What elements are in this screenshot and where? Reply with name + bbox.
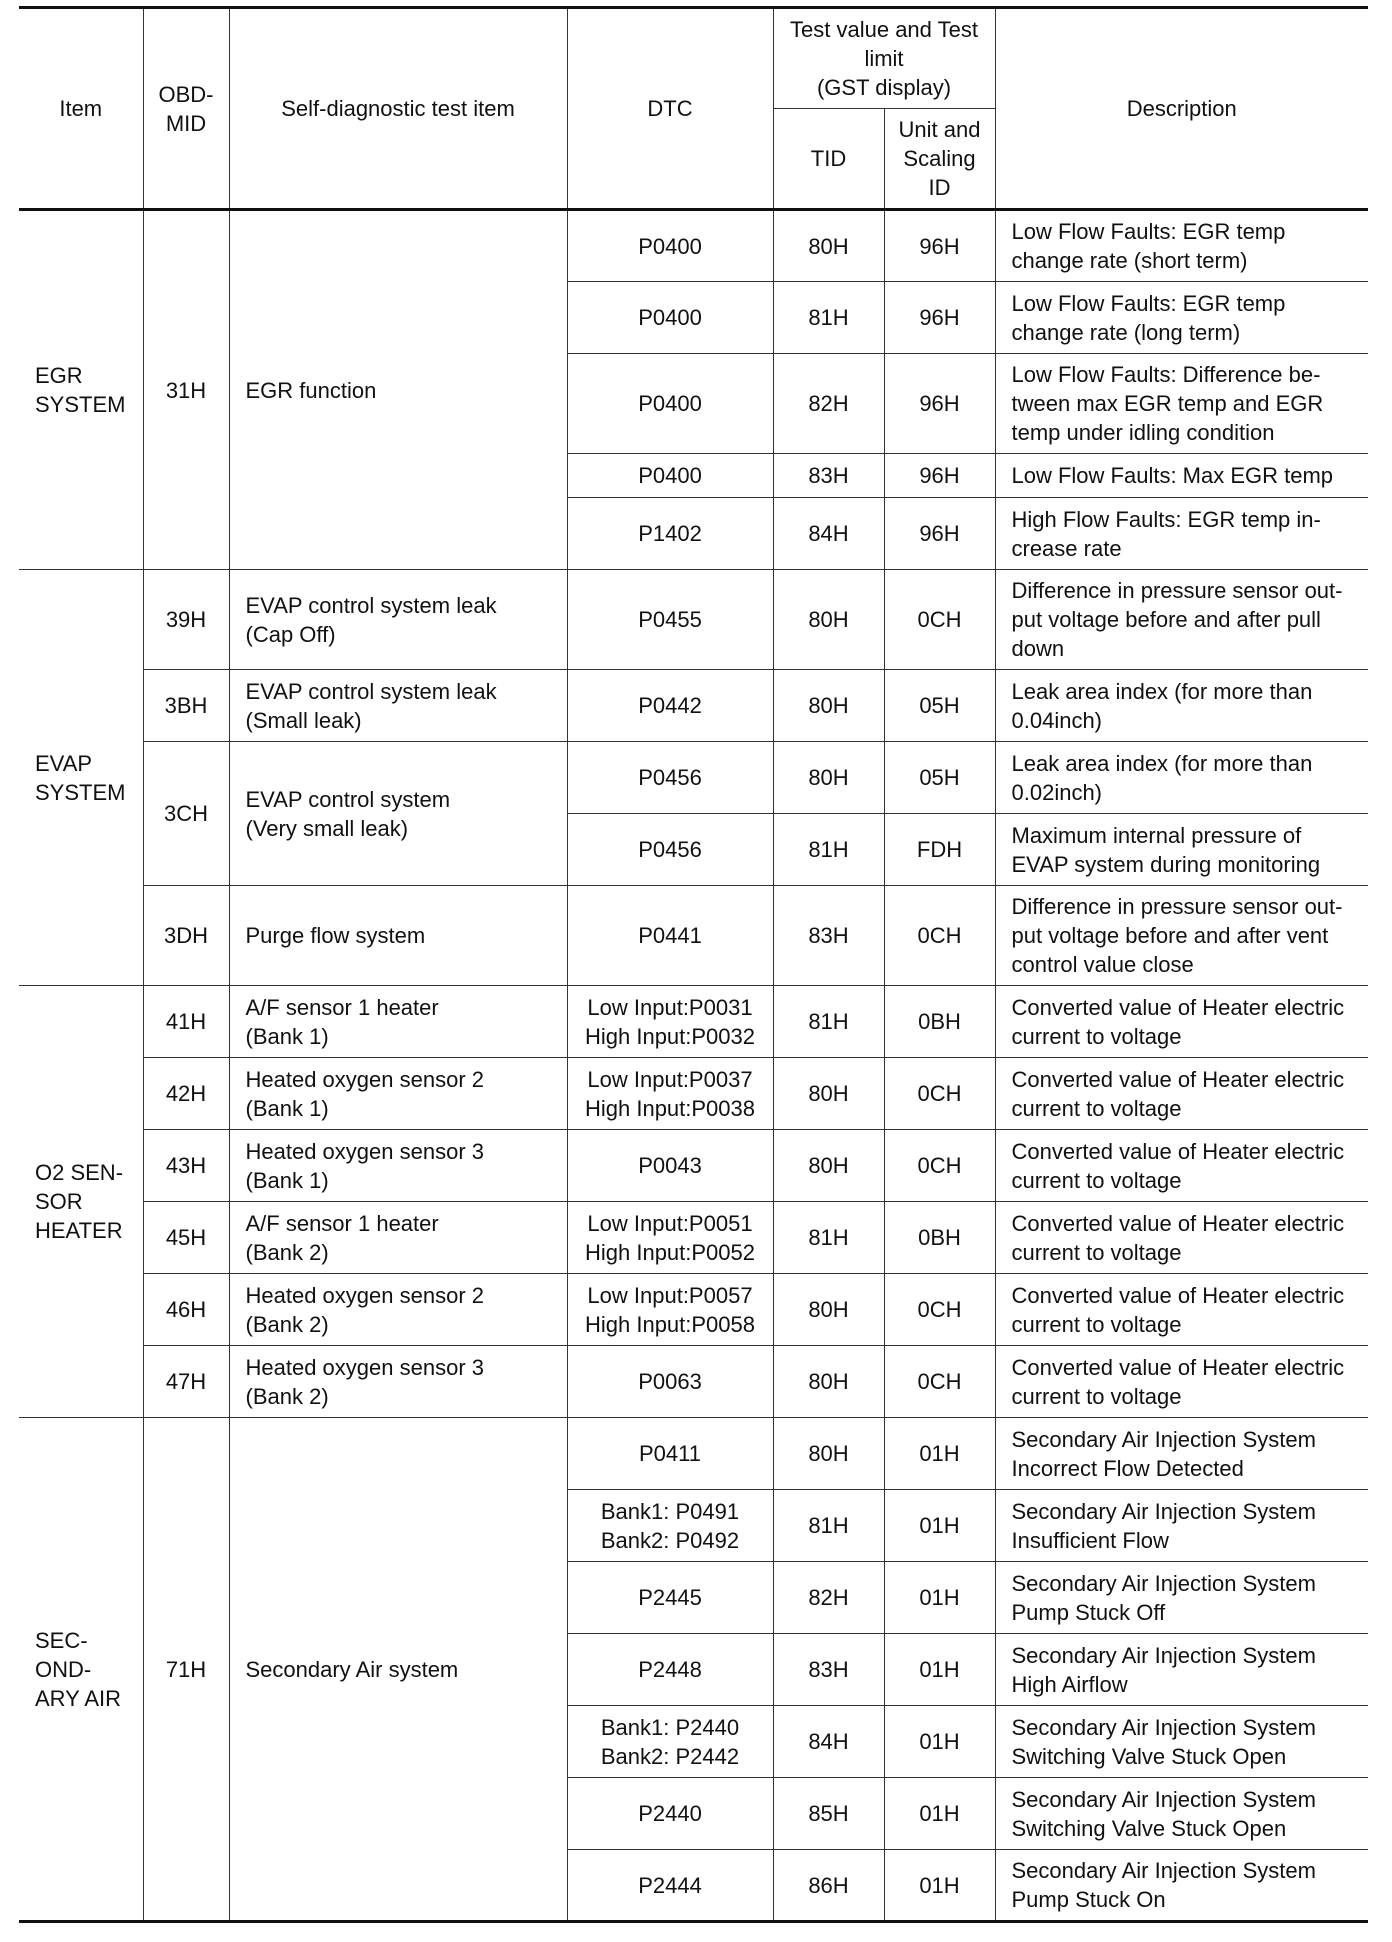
tid-cell: 81H <box>773 282 884 354</box>
tid-cell: 82H <box>773 354 884 454</box>
unit-scaling-cell: 05H <box>884 742 995 814</box>
dtc-cell: P0400 <box>567 354 773 454</box>
table-body <box>19 210 1368 1922</box>
dtc-cell: P0400 <box>567 210 773 282</box>
description-cell: Converted value of Heater electric current to voltage <box>995 1130 1368 1202</box>
dtc-cell: P0455 <box>567 570 773 670</box>
header-test-value: Test value and Test limit (GST display) <box>773 8 995 109</box>
test-item-cell: Heated oxygen sensor 2 (Bank 1) <box>229 1058 567 1130</box>
dtc-cell: P1402 <box>567 498 773 570</box>
description-cell: Converted value of Heater electric current to voltage <box>995 1274 1368 1346</box>
unit-scaling-cell: 0CH <box>884 1130 995 1202</box>
test-item-cell: EVAP control system (Very small leak) <box>229 742 567 886</box>
obd-mid-cell: 45H <box>143 1202 229 1274</box>
dtc-cell: P2448 <box>567 1634 773 1706</box>
table-row <box>19 1202 1368 1274</box>
description-cell: Leak area index (for more than 0.02inch) <box>995 742 1368 814</box>
description-cell: Secondary Air Injection System Incorrect Flow Detected <box>995 1418 1368 1490</box>
tid-cell: 81H <box>773 1202 884 1274</box>
dtc-cell: P2445 <box>567 1562 773 1634</box>
description-cell: Low Flow Faults: EGR temp change rate (short term) <box>995 210 1368 282</box>
dtc-cell: Low Input:P0057 High Input:P0058 <box>567 1274 773 1346</box>
header-description: Description <box>995 8 1368 210</box>
description-cell: Converted value of Heater electric current to voltage <box>995 1058 1368 1130</box>
dtc-cell: Low Input:P0037 High Input:P0038 <box>567 1058 773 1130</box>
dtc-cell: P0400 <box>567 454 773 498</box>
unit-scaling-cell: 0CH <box>884 1274 995 1346</box>
description-cell: High Flow Faults: EGR temp in- crease rate <box>995 498 1368 570</box>
tid-cell: 83H <box>773 454 884 498</box>
header-item: Item <box>19 8 143 210</box>
obd-mid-cell: 47H <box>143 1346 229 1418</box>
table-row <box>19 1058 1368 1130</box>
dtc-cell: P2440 <box>567 1778 773 1850</box>
header-unit-scaling: Unit and Scaling ID <box>884 109 995 210</box>
unit-scaling-cell: 96H <box>884 210 995 282</box>
tid-cell: 80H <box>773 1130 884 1202</box>
dtc-cell: P2444 <box>567 1850 773 1922</box>
description-cell: Converted value of Heater electric current to voltage <box>995 986 1368 1058</box>
item-cell: SEC- OND- ARY AIR <box>19 1418 143 1922</box>
table-row <box>19 742 1368 814</box>
test-item-cell: A/F sensor 1 heater (Bank 2) <box>229 1202 567 1274</box>
description-cell: Converted value of Heater electric current to voltage <box>995 1346 1368 1418</box>
header-row <box>19 8 1368 109</box>
table-row <box>19 570 1368 670</box>
tid-cell: 83H <box>773 886 884 986</box>
tid-cell: 80H <box>773 742 884 814</box>
description-cell: Difference in pressure sensor out- put voltage before and after pull down <box>995 570 1368 670</box>
description-cell: Secondary Air Injection System Switching Valve Stuck Open <box>995 1778 1368 1850</box>
header-dtc: DTC <box>567 8 773 210</box>
test-item-cell: Secondary Air system <box>229 1418 567 1922</box>
unit-scaling-cell: 0CH <box>884 1346 995 1418</box>
obd-mid-cell: 39H <box>143 570 229 670</box>
unit-scaling-cell: FDH <box>884 814 995 886</box>
description-cell: Difference in pressure sensor out- put voltage before and after vent control value close <box>995 886 1368 986</box>
description-cell: Secondary Air Injection System Insufficient Flow <box>995 1490 1368 1562</box>
obd-mid-cell: 3DH <box>143 886 229 986</box>
dtc-cell: P0400 <box>567 282 773 354</box>
dtc-cell: Low Input:P0031 High Input:P0032 <box>567 986 773 1058</box>
tid-cell: 80H <box>773 210 884 282</box>
obd-mid-cell: 3BH <box>143 670 229 742</box>
diagnostic-table <box>19 6 1368 1923</box>
test-item-cell: EVAP control system leak (Small leak) <box>229 670 567 742</box>
item-cell: EVAP SYSTEM <box>19 570 143 986</box>
dtc-cell: P0442 <box>567 670 773 742</box>
item-cell: O2 SEN- SOR HEATER <box>19 986 143 1418</box>
unit-scaling-cell: 01H <box>884 1634 995 1706</box>
unit-scaling-cell: 01H <box>884 1562 995 1634</box>
unit-scaling-cell: 96H <box>884 354 995 454</box>
table-row <box>19 210 1368 282</box>
tid-cell: 86H <box>773 1850 884 1922</box>
obd-mid-cell: 42H <box>143 1058 229 1130</box>
header-self-diagnostic: Self-diagnostic test item <box>229 8 567 210</box>
item-cell: EGR SYSTEM <box>19 210 143 570</box>
test-item-cell: Heated oxygen sensor 3 (Bank 1) <box>229 1130 567 1202</box>
tid-cell: 80H <box>773 1346 884 1418</box>
obd-mid-cell: 71H <box>143 1418 229 1922</box>
unit-scaling-cell: 01H <box>884 1706 995 1778</box>
unit-scaling-cell: 0BH <box>884 986 995 1058</box>
test-item-cell: Heated oxygen sensor 2 (Bank 2) <box>229 1274 567 1346</box>
dtc-cell: P0441 <box>567 886 773 986</box>
obd-mid-cell: 3CH <box>143 742 229 886</box>
unit-scaling-cell: 01H <box>884 1418 995 1490</box>
dtc-cell: P0043 <box>567 1130 773 1202</box>
header-obd-mid: OBD- MID <box>143 8 229 210</box>
test-item-cell: EVAP control system leak (Cap Off) <box>229 570 567 670</box>
test-item-cell: Purge flow system <box>229 886 567 986</box>
unit-scaling-cell: 0CH <box>884 1058 995 1130</box>
description-cell: Converted value of Heater electric current to voltage <box>995 1202 1368 1274</box>
test-item-cell: Heated oxygen sensor 3 (Bank 2) <box>229 1346 567 1418</box>
dtc-cell: Low Input:P0051 High Input:P0052 <box>567 1202 773 1274</box>
obd-mid-cell: 43H <box>143 1130 229 1202</box>
description-cell: Secondary Air Injection System High Airflow <box>995 1634 1368 1706</box>
unit-scaling-cell: 01H <box>884 1778 995 1850</box>
test-item-cell: A/F sensor 1 heater (Bank 1) <box>229 986 567 1058</box>
dtc-cell: Bank1: P2440 Bank2: P2442 <box>567 1706 773 1778</box>
dtc-cell: P0411 <box>567 1418 773 1490</box>
tid-cell: 81H <box>773 986 884 1058</box>
unit-scaling-cell: 01H <box>884 1490 995 1562</box>
unit-scaling-cell: 0CH <box>884 570 995 670</box>
description-cell: Leak area index (for more than 0.04inch) <box>995 670 1368 742</box>
test-item-cell: EGR function <box>229 210 567 570</box>
table-row <box>19 986 1368 1058</box>
dtc-cell: Bank1: P0491 Bank2: P0492 <box>567 1490 773 1562</box>
tid-cell: 85H <box>773 1778 884 1850</box>
description-cell: Low Flow Faults: Max EGR temp <box>995 454 1368 498</box>
table-row <box>19 886 1368 986</box>
obd-mid-cell: 46H <box>143 1274 229 1346</box>
header-tid: TID <box>773 109 884 210</box>
tid-cell: 80H <box>773 1418 884 1490</box>
table-row <box>19 1130 1368 1202</box>
description-cell: Low Flow Faults: EGR temp change rate (long term) <box>995 282 1368 354</box>
obd-mid-cell: 41H <box>143 986 229 1058</box>
description-cell: Low Flow Faults: Difference be- tween max EGR temp and EGR temp under idling condition <box>995 354 1368 454</box>
unit-scaling-cell: 01H <box>884 1850 995 1922</box>
tid-cell: 81H <box>773 814 884 886</box>
table-row <box>19 670 1368 742</box>
tid-cell: 83H <box>773 1634 884 1706</box>
dtc-cell: P0456 <box>567 814 773 886</box>
tid-cell: 84H <box>773 498 884 570</box>
table-row <box>19 1418 1368 1490</box>
description-cell: Secondary Air Injection System Pump Stuck On <box>995 1850 1368 1922</box>
description-cell: Maximum internal pressure of EVAP system during monitoring <box>995 814 1368 886</box>
tid-cell: 80H <box>773 670 884 742</box>
unit-scaling-cell: 96H <box>884 454 995 498</box>
table-row <box>19 1346 1368 1418</box>
tid-cell: 80H <box>773 1274 884 1346</box>
dtc-cell: P0456 <box>567 742 773 814</box>
unit-scaling-cell: 96H <box>884 282 995 354</box>
obd-mid-cell: 31H <box>143 210 229 570</box>
description-cell: Secondary Air Injection System Switching Valve Stuck Open <box>995 1706 1368 1778</box>
description-cell: Secondary Air Injection System Pump Stuck Off <box>995 1562 1368 1634</box>
unit-scaling-cell: 0BH <box>884 1202 995 1274</box>
tid-cell: 82H <box>773 1562 884 1634</box>
unit-scaling-cell: 96H <box>884 498 995 570</box>
unit-scaling-cell: 0CH <box>884 886 995 986</box>
dtc-cell: P0063 <box>567 1346 773 1418</box>
tid-cell: 84H <box>773 1706 884 1778</box>
tid-cell: 80H <box>773 1058 884 1130</box>
table-row <box>19 1274 1368 1346</box>
tid-cell: 81H <box>773 1490 884 1562</box>
unit-scaling-cell: 05H <box>884 670 995 742</box>
tid-cell: 80H <box>773 570 884 670</box>
